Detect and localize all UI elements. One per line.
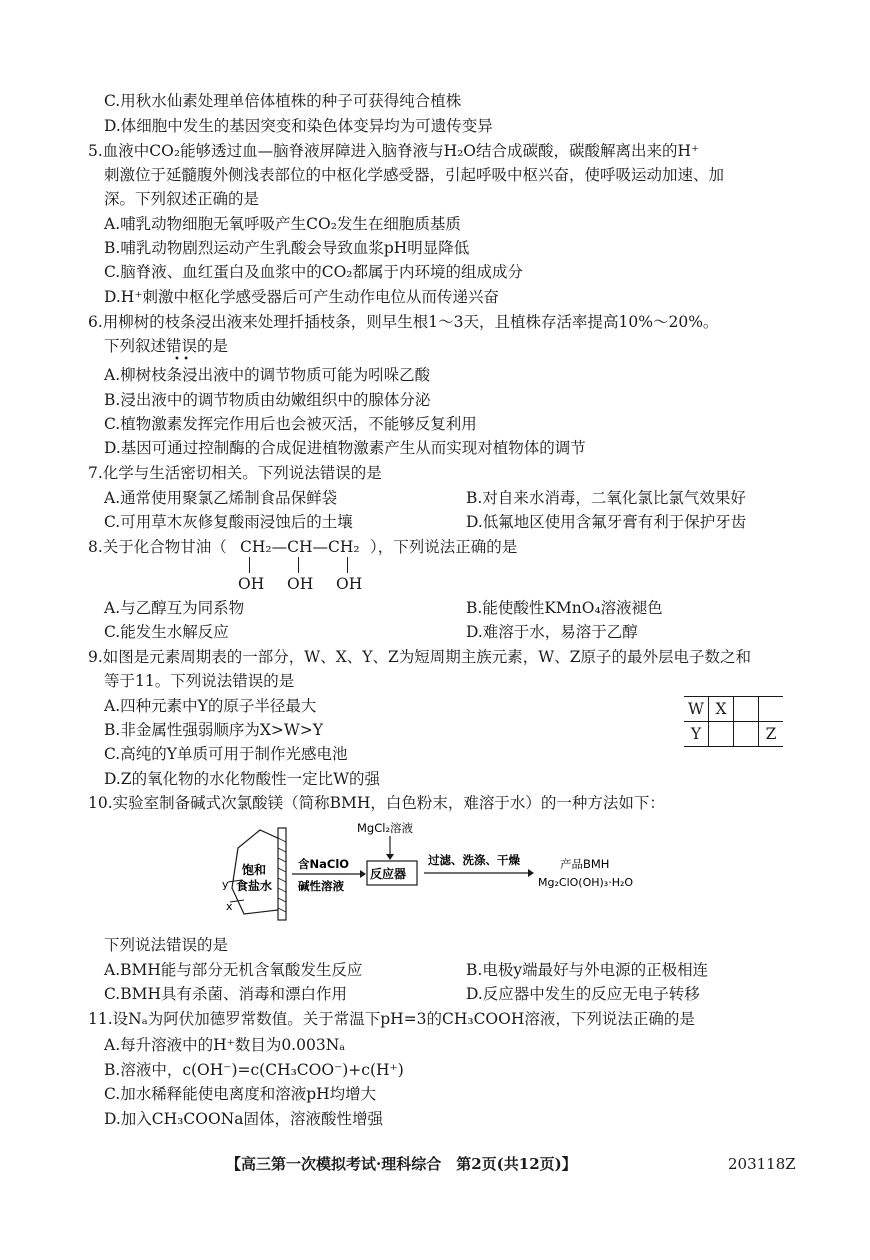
q5-stem-line2: 刺激位于延髓腹外侧浅表部位的中枢化学感受器，引起呼吸中枢兴奋，使呼吸运动加速、加 bbox=[104, 166, 725, 184]
q11-option-a: A.每升溶液中的H⁺数目为0.003Nₐ bbox=[104, 1036, 346, 1054]
brine-label-2: 食盐水 bbox=[236, 879, 273, 893]
q9-option-c: C.高纯的Y单质可用于制作光感电池 bbox=[104, 745, 348, 763]
q9-option-d: D.Z的氧化物的水化物酸性一定比W的强 bbox=[104, 770, 381, 788]
q5-option-b: B.哺乳动物剧烈运动产生乳酸会导致血浆pH明显降低 bbox=[104, 239, 470, 257]
arrow-head bbox=[386, 854, 394, 860]
q8-stem-pre: 8.关于化合物甘油（ bbox=[88, 538, 227, 556]
table-cell bbox=[759, 697, 784, 722]
q7-option-b: B.对自来水消毒，二氧化氯比氯气效果好 bbox=[466, 489, 746, 507]
q6-stem-suffix: 的是 bbox=[197, 337, 229, 355]
page-footer-title: 【高三第一次模拟考试·理科综合 第2页(共12页)】 bbox=[226, 1155, 577, 1173]
table-cell: Y bbox=[684, 722, 709, 747]
q6-option-a: A.柳树枝条浸出液中的调节物质可能为吲哚乙酸 bbox=[104, 366, 431, 384]
glycerol-formula-top: CH₂—CH—CH₂ bbox=[240, 538, 360, 556]
mgcl2-label: MgCl₂溶液 bbox=[357, 821, 414, 835]
table-cell bbox=[734, 722, 759, 747]
glycerol-oh-1: OH bbox=[238, 575, 265, 593]
q11-option-c: C.加水稀释能使电离度和溶液pH均增大 bbox=[104, 1085, 377, 1103]
periodic-table-fragment bbox=[684, 696, 783, 747]
q8-option-b: B.能使酸性KMnO₄溶液褪色 bbox=[466, 599, 663, 617]
table-row bbox=[684, 722, 783, 747]
q7-option-c: C.可用草木灰修复酸雨浸蚀后的土壤 bbox=[104, 513, 353, 531]
q10-option-c: C.BMH具有杀菌、消毒和漂白作用 bbox=[104, 985, 348, 1003]
q5-stem-line3: 深。下列叙述正确的是 bbox=[104, 190, 260, 208]
arrow-head bbox=[528, 869, 534, 877]
q11-option-b: B.溶液中，c(OH⁻)=c(CH₃COO⁻)+c(H⁺) bbox=[104, 1061, 404, 1079]
table-cell: X bbox=[709, 697, 734, 722]
table-cell: W bbox=[684, 697, 709, 722]
q8-stem-post: ），下列说法正确的是 bbox=[370, 538, 518, 556]
q9-stem-line1: 9.如图是元素周期表的一部分，W、X、Y、Z为短周期主族元素，W、Z原子的最外层电子数之和 bbox=[88, 648, 751, 666]
emphasis-dots: • • bbox=[174, 354, 190, 365]
bmh-process-diagram bbox=[220, 818, 680, 926]
arrow-head bbox=[360, 870, 366, 878]
q11-stem: 11.设Nₐ为阿伏加德罗常数值。关于常温下pH=3的CH₃COOH溶液，下列说法正确的是 bbox=[88, 1010, 695, 1028]
q8-option-c: C.能发生水解反应 bbox=[104, 623, 229, 641]
product-label-2: Mg₂ClO(OH)₃·H₂O bbox=[538, 876, 634, 889]
q4-option-d: D.体细胞中发生的基因突变和染色体变异均为可遗传变异 bbox=[104, 117, 493, 135]
q5-option-d: D.H⁺刺激中枢化学感受器后可产生动作电位从而传递兴奋 bbox=[104, 288, 500, 306]
q11-option-d: D.加入CH₃COONa固体，溶液酸性增强 bbox=[104, 1110, 383, 1128]
q7-option-d: D.低氟地区使用含氟牙膏有利于保护牙齿 bbox=[466, 513, 747, 531]
q5-stem-line1: 5.血液中CO₂能够透过血—脑脊液屏障进入脑脊液与H₂O结合成碳酸，碳酸解离出来的H⁺ bbox=[88, 142, 700, 160]
bond-line bbox=[347, 557, 348, 573]
q9-stem-line2: 等于11。下列说法错误的是 bbox=[104, 672, 295, 690]
q4-option-c: C.用秋水仙素处理单倍体植株的种子可获得纯合植株 bbox=[104, 92, 462, 110]
label-y: y bbox=[222, 878, 229, 891]
reactor-label: 反应器 bbox=[370, 867, 407, 881]
q6-stem-line2 bbox=[104, 335, 229, 365]
page-footer-code: 203118Z bbox=[728, 1155, 796, 1173]
q5-option-a: A.哺乳动物细胞无氧呼吸产生CO₂发生在细胞质基质 bbox=[104, 215, 461, 233]
q9-option-a: A.四种元素中Y的原子半径最大 bbox=[104, 697, 317, 715]
q10-sub-stem: 下列说法错误的是 bbox=[104, 936, 229, 954]
q6-option-b: B.浸出液中的调节物质由幼嫩组织中的腺体分泌 bbox=[104, 391, 431, 409]
table-row bbox=[684, 697, 783, 722]
label-x: x bbox=[226, 900, 233, 913]
glycerol-oh-3: OH bbox=[336, 575, 363, 593]
q10-option-b: B.电极y端最好与外电源的正极相连 bbox=[466, 961, 709, 979]
q6-stem-emphasis: 错误 • • bbox=[166, 337, 198, 365]
q8-option-a: A.与乙醇互为同系物 bbox=[104, 599, 245, 617]
naclo-label-2: 碱性溶液 bbox=[298, 879, 344, 893]
q10-option-a: A.BMH能与部分无机含氧酸发生反应 bbox=[104, 961, 363, 979]
q8-option-d: D.难溶于水，易溶于乙醇 bbox=[466, 623, 638, 641]
q6-option-d: D.基因可通过控制酶的合成促进植物激素产生从而实现对植物体的调节 bbox=[104, 439, 586, 457]
glycerol-oh-2: OH bbox=[287, 575, 314, 593]
q7-option-a: A.通常使用聚氯乙烯制食品保鲜袋 bbox=[104, 489, 338, 507]
q6-option-c: C.植物激素发挥完作用后也会被灭活，不能够反复利用 bbox=[104, 415, 477, 433]
bond-line bbox=[298, 557, 299, 573]
table-cell bbox=[734, 697, 759, 722]
table-cell: Z bbox=[759, 722, 784, 747]
q6-stem-line1: 6.用柳树的枝条浸出液来处理扦插枝条，则早生根1～3天，且植株存活率提高10%～20%。 bbox=[88, 313, 719, 331]
process-label: 过滤、洗涤、干燥 bbox=[428, 853, 520, 867]
q6-stem-prefix: 下列叙述 bbox=[104, 337, 167, 355]
product-label-1: 产品BMH bbox=[560, 857, 610, 871]
q10-stem: 10.实验室制备碱式次氯酸镁（简称BMH，白色粉末，难溶于水）的一种方法如下： bbox=[88, 794, 665, 812]
brine-label-1: 饱和 bbox=[242, 863, 267, 877]
q5-option-c: C.脑脊液、血红蛋白及血浆中的CO₂都属于内环境的组成成分 bbox=[104, 263, 524, 281]
table-cell bbox=[709, 722, 734, 747]
bond-line bbox=[249, 557, 250, 573]
q9-option-b: B.非金属性强弱顺序为X>W>Y bbox=[104, 721, 323, 739]
q7-stem: 7.化学与生活密切相关。下列说法错误的是 bbox=[88, 464, 382, 482]
naclo-label-1: 含NaClO bbox=[298, 857, 350, 871]
q10-option-d: D.反应器中发生的反应无电子转移 bbox=[466, 985, 700, 1003]
